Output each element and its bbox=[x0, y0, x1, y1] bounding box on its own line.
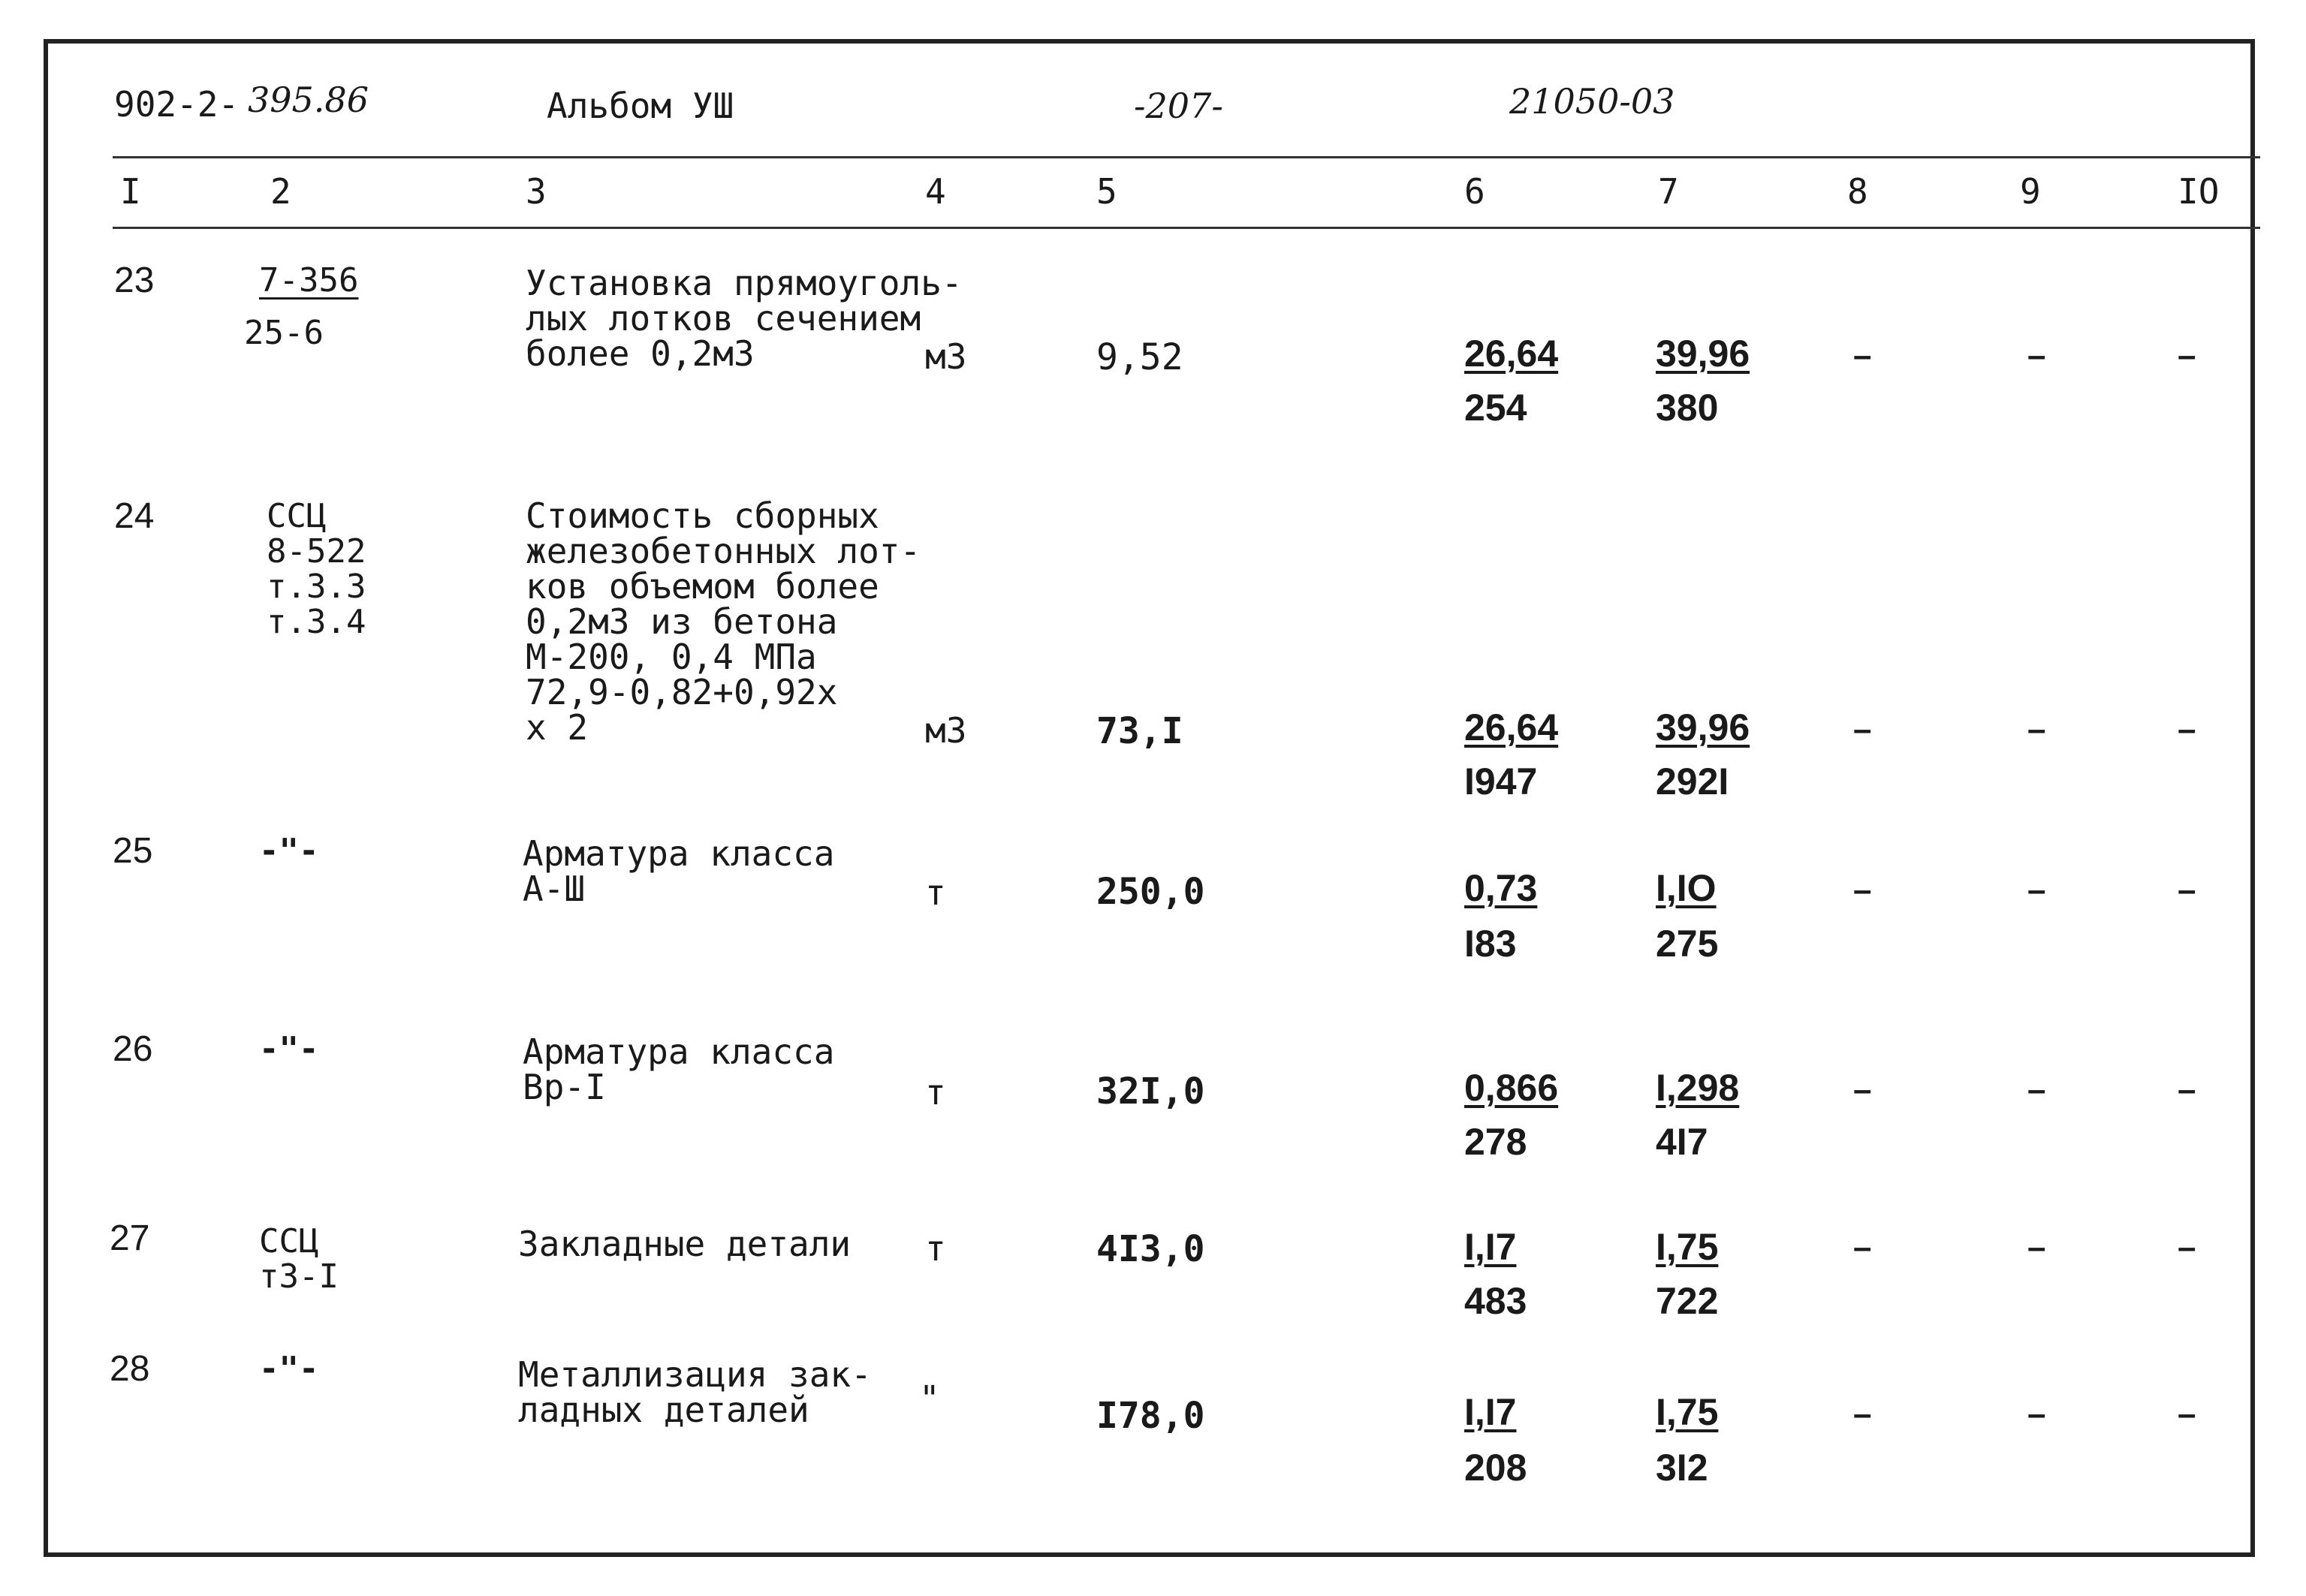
column-header-rule bbox=[113, 227, 2260, 229]
col7-value-top: I,IO bbox=[1656, 867, 1717, 909]
col8-value: – bbox=[1853, 1071, 1872, 1108]
row-number: 24 bbox=[114, 496, 155, 536]
row-unit: т bbox=[925, 1072, 946, 1113]
col8-value: – bbox=[1853, 1396, 1872, 1432]
col6-value-top: 26,64 bbox=[1464, 706, 1559, 748]
column-number-3: 3 bbox=[526, 171, 547, 212]
row-unit: м3 bbox=[925, 710, 967, 751]
row-number: 23 bbox=[114, 260, 155, 300]
col9-value: – bbox=[2027, 1396, 2046, 1432]
row-number: 27 bbox=[110, 1218, 150, 1258]
col7-value-top: I,75 bbox=[1656, 1226, 1719, 1268]
row-description: железобетонных лот- bbox=[526, 531, 921, 571]
header-rule bbox=[113, 156, 2260, 158]
row-description: М-200, 0,4 МПа bbox=[526, 637, 817, 677]
col7-value-bottom: 722 bbox=[1656, 1280, 1719, 1322]
row-code: -"- bbox=[259, 1350, 319, 1388]
column-number-6: 6 bbox=[1464, 171, 1485, 212]
page-number: -207- bbox=[1134, 86, 1223, 126]
col10-value: – bbox=[2178, 872, 2196, 908]
col7-value-bottom: 275 bbox=[1656, 923, 1719, 965]
row-quantity: 32I,0 bbox=[1096, 1071, 1205, 1113]
row-description: х 2 bbox=[526, 707, 589, 748]
row-description: Арматура класса bbox=[523, 1031, 835, 1072]
row-description: более 0,2м3 bbox=[526, 333, 755, 374]
row-description: 0,2м3 из бетона bbox=[526, 601, 838, 642]
col6-value-top: I,I7 bbox=[1464, 1226, 1517, 1268]
col7-value-bottom: 3I2 bbox=[1656, 1447, 1708, 1489]
column-number-5: 5 bbox=[1096, 171, 1117, 212]
col6-value-bottom: I83 bbox=[1464, 923, 1517, 965]
col7-value-bottom: 4I7 bbox=[1656, 1121, 1708, 1163]
col10-value: – bbox=[2178, 1229, 2196, 1266]
col7-value-top: 39,96 bbox=[1656, 706, 1750, 748]
row-description: Металлизация зак- bbox=[518, 1354, 872, 1395]
col10-value: – bbox=[2178, 711, 2196, 748]
col6-value-top: I,I7 bbox=[1464, 1391, 1517, 1433]
column-number-8: 8 bbox=[1847, 171, 1868, 212]
row-code: 7-356 bbox=[259, 261, 359, 300]
page-frame bbox=[44, 39, 2255, 1557]
row-code: т.3.4 bbox=[267, 603, 366, 641]
col6-value-bottom: 208 bbox=[1464, 1447, 1527, 1489]
col10-value: – bbox=[2178, 1071, 2196, 1108]
album-label: Альбом УШ bbox=[547, 86, 734, 126]
col8-value: – bbox=[1853, 872, 1872, 908]
column-number-4: 4 bbox=[925, 171, 946, 212]
row-number: 28 bbox=[110, 1349, 150, 1389]
col6-value-bottom: 483 bbox=[1464, 1280, 1527, 1322]
series-handwritten: 395.86 bbox=[248, 80, 369, 120]
col6-value-top: 0,866 bbox=[1464, 1067, 1559, 1109]
col10-value: – bbox=[2178, 1396, 2196, 1432]
row-quantity: 4I3,0 bbox=[1096, 1228, 1205, 1270]
col7-value-top: I,298 bbox=[1656, 1067, 1740, 1109]
col6-value-bottom: 278 bbox=[1464, 1121, 1527, 1163]
row-code: -"- bbox=[259, 832, 319, 870]
row-unit: т bbox=[925, 872, 946, 913]
col9-value: – bbox=[2027, 1229, 2046, 1266]
row-description: ладных деталей bbox=[518, 1390, 809, 1430]
row-description: А-Ш bbox=[523, 869, 586, 909]
row-code: т.3.3 bbox=[267, 568, 366, 606]
row-code: ССЦ bbox=[267, 497, 327, 535]
row-quantity: I78,0 bbox=[1096, 1395, 1205, 1437]
row-code: 8-522 bbox=[267, 532, 366, 571]
row-description: Установка прямоуголь- bbox=[526, 263, 963, 303]
col9-value: – bbox=[2027, 337, 2046, 374]
col9-value: – bbox=[2027, 872, 2046, 908]
column-number-7: 7 bbox=[1658, 171, 1679, 212]
col6-value-top: 26,64 bbox=[1464, 333, 1559, 375]
column-number-9: 9 bbox=[2020, 171, 2041, 212]
col7-value-bottom: 380 bbox=[1656, 387, 1719, 429]
row-quantity: 9,52 bbox=[1096, 336, 1183, 378]
column-number-1: I bbox=[120, 171, 141, 212]
row-description: Стоимость сборных bbox=[526, 495, 879, 536]
col7-value-top: I,75 bbox=[1656, 1391, 1719, 1433]
row-description: лых лотков сечением bbox=[526, 298, 921, 339]
col7-value-bottom: 292I bbox=[1656, 760, 1729, 803]
col8-value: – bbox=[1853, 1229, 1872, 1266]
column-number-2: 2 bbox=[270, 171, 291, 212]
row-description: 72,9-0,82+0,92х bbox=[526, 672, 838, 712]
col6-value-bottom: I947 bbox=[1464, 760, 1538, 803]
row-quantity: 73,I bbox=[1096, 710, 1183, 752]
row-number: 25 bbox=[113, 831, 153, 871]
col10-value: – bbox=[2178, 337, 2196, 374]
row-quantity: 250,0 bbox=[1096, 871, 1205, 913]
row-unit: т bbox=[925, 1228, 946, 1269]
col6-value-top: 0,73 bbox=[1464, 867, 1538, 909]
col6-value-bottom: 254 bbox=[1464, 387, 1527, 429]
row-description: Арматура класса bbox=[523, 833, 835, 874]
row-code: 25-6 bbox=[244, 314, 324, 352]
col8-value: – bbox=[1853, 711, 1872, 748]
column-number-10: IO bbox=[2178, 171, 2220, 212]
row-number: 26 bbox=[113, 1029, 153, 1069]
col8-value: – bbox=[1853, 337, 1872, 374]
row-unit: " bbox=[919, 1378, 940, 1419]
row-description: Вр-I bbox=[523, 1067, 606, 1107]
row-description: Закладные детали bbox=[518, 1224, 852, 1264]
col7-value-top: 39,96 bbox=[1656, 333, 1750, 375]
row-code: -"- bbox=[259, 1030, 319, 1068]
row-description: ков объемом более bbox=[526, 566, 879, 607]
row-unit: м3 bbox=[925, 336, 967, 377]
series-code: 902-2- bbox=[114, 84, 240, 125]
document-code: 21050-03 bbox=[1509, 81, 1675, 122]
row-code: т3-I bbox=[259, 1257, 339, 1296]
col9-value: – bbox=[2027, 711, 2046, 748]
row-code: ССЦ bbox=[259, 1222, 319, 1260]
col9-value: – bbox=[2027, 1071, 2046, 1108]
